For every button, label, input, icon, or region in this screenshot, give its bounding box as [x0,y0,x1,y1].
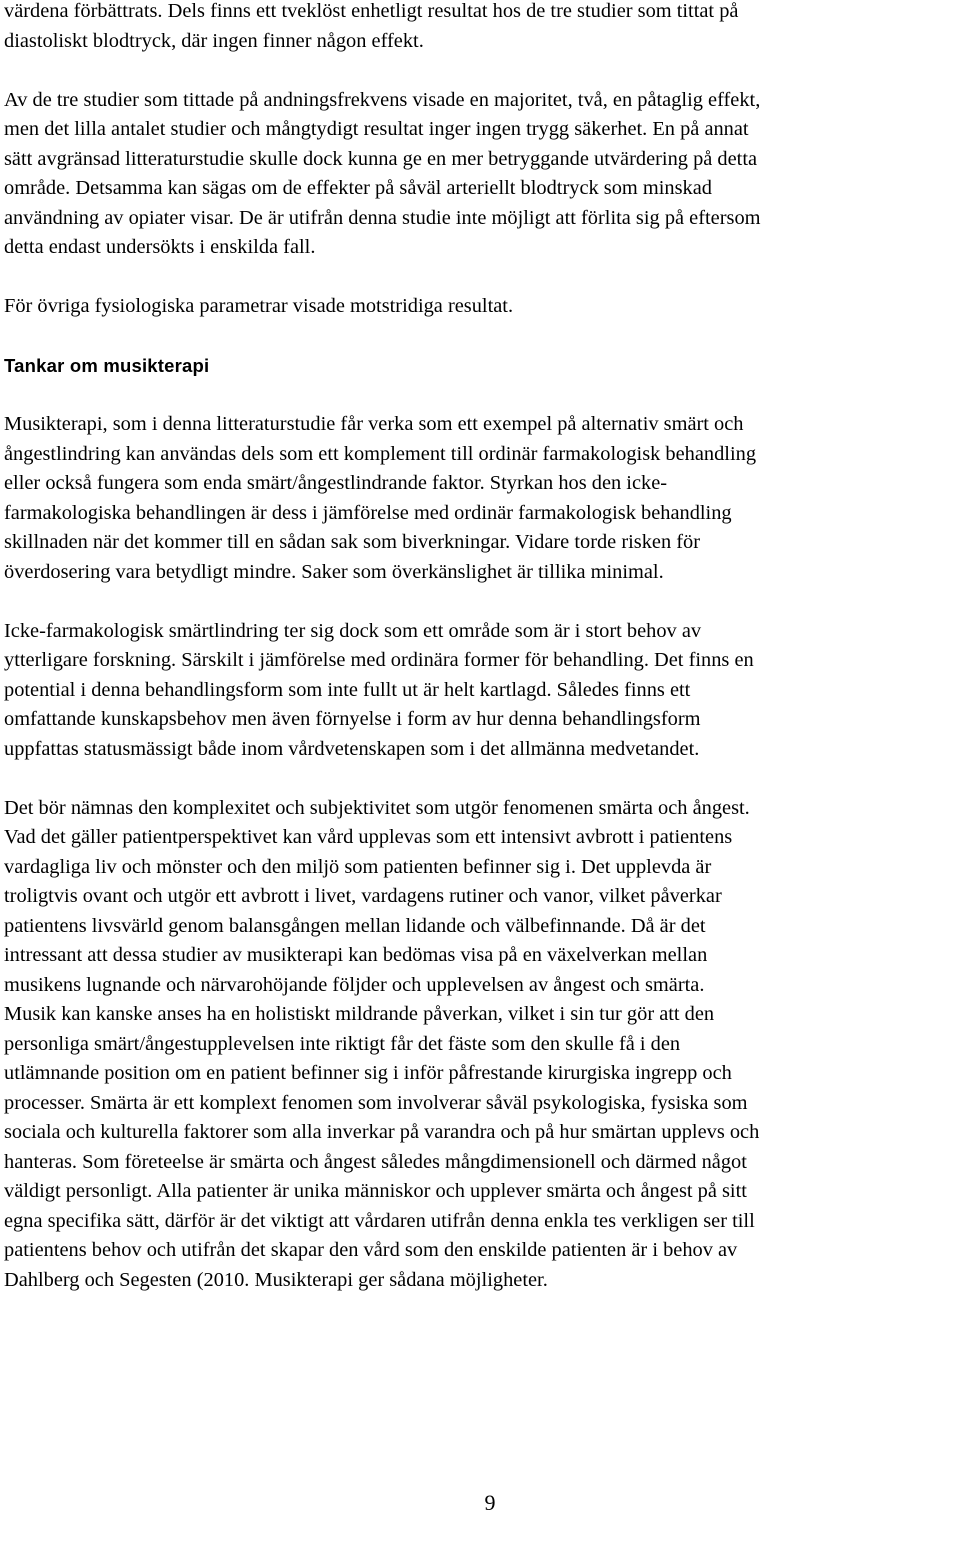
text-line: Musik kan kanske anses ha en holistiskt mildrande påverkan, vilket i sin tur gör att den [4,1003,715,1025]
text-line: Musikterapi, som i denna litteraturstudie får verka som ett exempel på alternativ smärt och [4,413,744,435]
paragraph-spacer [4,322,954,352]
page-number: 9 [484,1490,496,1515]
paragraph-spacer [4,381,954,411]
paragraph-spacer [4,764,954,794]
text-line: För övriga fysiologiska parametrar visade motstridiga resultat. [4,295,514,317]
paragraph-spacer [4,56,954,86]
text-line: potential i denna behandlingsform som inte fullt ut är helt kartlagd. Således finns ett [4,678,691,701]
text-line: detta endast undersökts i enskilda fall. [4,236,316,258]
text-line: men det lilla antalet studier och mångtydigt resultat inger ingen trygg säkerhet. En på annat [4,118,749,140]
text-line: patientens behov och utifrån det skapar den vård som den enskilde patienten är i behov av [4,1239,738,1261]
text-line: omfattande kunskapsbehov men även förnyelse i form av hur denna behandlingsform [4,708,701,730]
paragraph-2 [4,86,954,263]
text-line: intressant att dessa studier av musikterapi kan bedömas visa på en växelverkan mellan [4,944,708,966]
text-line: överdosering vara betydligt mindre. Saker som överkänslighet är tillika minimal. [4,560,664,583]
text-line: egna specifika sätt, därför är det viktigt att vårdaren utifrån denna enkla tes verkligen ser till [4,1209,755,1232]
paragraph-spacer [4,263,954,293]
text-line: Icke-farmakologisk smärtlindring ter sig dock som ett område som är i stort behov av [4,619,702,642]
text-line: farmakologiska behandlingen är dess i jämförelse med ordinär farmakologisk behandling [4,501,732,524]
text-line: Det bör nämnas den komplexitet och subjektivitet som utgör fenomenen smärta och ångest. [4,796,750,819]
document-page [4,0,954,1295]
paragraph-5 [4,617,954,765]
text-line: utlämnande position om en patient befinner sig i inför påfrestande kirurgiska ingrepp och [4,1062,732,1084]
text-line: skillnaden när det kommer till en sådan sak som biverkningar. Vidare torde risken för [4,531,701,553]
text-line: vardagliga liv och mönster och den miljö som patienten befinner sig i. Det upplevda är [4,855,712,878]
paragraph-6 [4,794,954,1296]
text-line: sätt avgränsad litteraturstudie skulle dock kunna ge en mer betryggande utvärdering på detta [4,147,758,170]
text-line: uppfattas statusmässigt både inom vårdvetenskapen som i det allmänna medvetandet. [4,737,700,760]
text-line: Vad det gäller patientperspektivet kan vård upplevas som ett intensivt avbrott i patientens [4,826,733,848]
text-line: Av de tre studier som tittade på andningsfrekvens visade en majoritet, två, en påtaglig effekt, [4,88,761,111]
text-line: sociala och kulturella faktorer som alla inverkar på varandra och på hur smärtan upplevs och [4,1121,760,1143]
text-line: väldigt personligt. Alla patienter är unika människor och upplever smärta och ångest på sitt [4,1180,747,1202]
text-line: värdena förbättrats. Dels finns ett tveklöst enhetligt resultat hos de tre studier som tittat på [4,0,739,22]
paragraph-1 [4,0,954,56]
paragraph-3 [4,292,954,322]
text-line: område. Detsamma kan sägas om de effekter på såväl arteriellt blodtryck som minskad [4,177,712,199]
text-line: ytterligare forskning. Särskilt i jämförelse med ordinära former för behandling. Det finns en [4,649,754,671]
text-line: ångestlindring kan användas dels som ett komplement till ordinär farmakologisk behandling [4,442,757,465]
text-line: Dahlberg och Segesten (2010. Musikterapi ger sådana möjligheter. [4,1268,548,1291]
paragraph-spacer [4,587,954,617]
section-heading: Tankar om musikterapi [4,355,210,376]
text-line: diastoliskt blodtryck, där ingen finner någon effekt. [4,29,424,52]
text-line: troligtvis ovant och utgör ett avbrott i livet, vardagens rutiner och vanor, vilket påverkar [4,885,722,907]
paragraph-4 [4,410,954,587]
text-line: personliga smärt/ångestupplevelsen inte riktigt får det fäste som den skulle få i den [4,1032,681,1055]
text-line: processer. Smärta är ett komplext fenomen som involverar såväl psykologiska, fysiska som [4,1091,748,1114]
text-line: patientens livsvärld genom balansgången mellan lidande och välbefinnande. Då är det [4,914,706,937]
text-line: hanteras. Som företeelse är smärta och ångest således mångdimensionell och därmed något [4,1150,747,1173]
text-line: användning av opiater visar. De är utifrån denna studie inte möjligt att förlita sig på eftersom [4,206,761,229]
text-line: musikens lugnande och närvarohöjande följder och upplevelsen av ångest och smärta. [4,973,705,996]
text-line: eller också fungera som enda smärt/ångestlindrande faktor. Styrkan hos den icke- [4,472,668,494]
